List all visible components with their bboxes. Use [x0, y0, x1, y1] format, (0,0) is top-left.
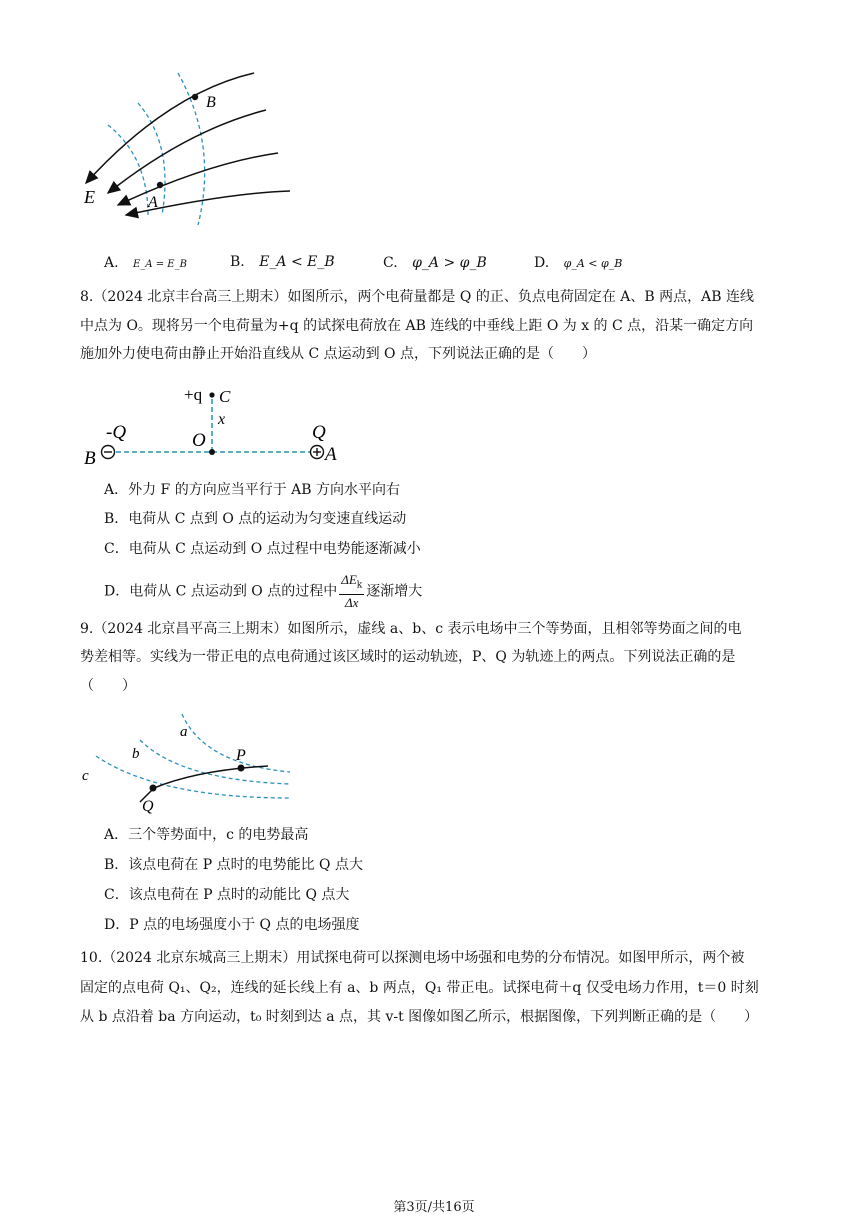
q10-line-3: 从 b 点沿着 ba 方向运动，t₀ 时刻到达 a 点，其 v-t 图像如图乙所示，根据图像，下列判断正确的是（ ） — [80, 1009, 759, 1025]
point-Q — [150, 785, 157, 792]
q8-line-1: 8.（2024 北京丰台高三上期末）如图所示，两个电荷量都是 Q 的正、负点电荷固定在 A、B 两点，AB 连线 — [80, 289, 754, 305]
equipotential-line — [108, 125, 148, 215]
label-A: A — [148, 194, 158, 211]
field-line — [118, 153, 278, 205]
label-E: E — [84, 187, 95, 207]
field-line — [86, 73, 254, 183]
q7-option-c-expr: φ_A > φ_B — [412, 255, 487, 271]
q9-option-a[interactable]: A．三个等势面中，c 的电势最高 — [104, 827, 309, 843]
q9-option-d[interactable]: D．P 点的电场强度小于 Q 点的电场强度 — [104, 917, 360, 933]
label-b: b — [132, 746, 140, 762]
label-c: c — [82, 768, 89, 784]
label-minus-Q: -Q — [106, 422, 127, 443]
point-O — [209, 449, 215, 455]
q7-option-d-expr: φ_A < φ_B — [563, 257, 623, 270]
delta-ek-over-delta-x: $\frac{\Delta E_k}{\Delta x}$ — [341, 572, 363, 610]
trajectory — [140, 766, 268, 802]
q7-option-c[interactable]: C. φ_A > φ_B — [383, 255, 487, 271]
point-P — [238, 765, 245, 772]
q10-line-2: 固定的点电荷 Q₁、Q₂，连线的延长线上有 a、b 两点，Q₁ 带正电。试探电荷＋q 仅受电场力作用，t＝0 时刻 — [80, 980, 759, 996]
point-B — [192, 94, 198, 100]
q9-line-1: 9.（2024 北京昌平高三上期末）如图所示，虚线 a、b、c 表示电场中三个等势面，且相邻等势面之间的电 — [80, 621, 742, 637]
field-line-figure — [78, 65, 308, 225]
q9-line-3: （ ） — [80, 678, 136, 694]
q8-option-c[interactable]: C．电荷从 C 点运动到 O 点过程中电势能逐渐减小 — [104, 541, 421, 557]
equipotential-c — [96, 756, 290, 798]
q7-option-a[interactable]: A. E_A = E_B — [104, 255, 187, 271]
dipole-figure — [80, 380, 350, 470]
q9-line-2: 势差相等。实线为一带正电的点电荷通过该区域时的运动轨迹，P、Q 为轨迹上的两点。下列说法正确的是 — [80, 649, 736, 665]
q9-option-b[interactable]: B．该点电荷在 P 点时的电势能比 Q 点大 — [104, 857, 363, 873]
q8-option-a[interactable]: A．外力 F 的方向应当平行于 AB 方向水平向右 — [104, 482, 401, 498]
page-number: 第3页/共16页 — [393, 1200, 475, 1215]
q8-line-3: 施加外力使电荷由静止开始沿直线从 C 点运动到 O 点，下列说法正确的是（ ） — [80, 346, 596, 362]
q7-option-b-expr: E_A < E_B — [259, 254, 335, 270]
q8-option-d[interactable]: D．电荷从 C 点运动到 O 点的过程中 $\frac{\Delta E_k}{\Delta x}$ 逐渐增大 — [104, 572, 423, 610]
label-O: O — [192, 430, 206, 451]
q9-option-c[interactable]: C．该点电荷在 P 点时的动能比 Q 点大 — [104, 887, 350, 903]
q10-line-1: 10.（2024 北京东城高三上期末）用试探电荷可以探测电场中场强和电势的分布情况。如图甲所示，两个被 — [80, 950, 745, 966]
label-B: B — [84, 448, 96, 469]
equipotential-b — [140, 740, 290, 784]
label-Q: Q — [142, 798, 154, 815]
q7-option-b[interactable]: B. E_A < E_B — [230, 254, 335, 270]
q7-option-d[interactable]: D. φ_A < φ_B — [534, 255, 623, 271]
label-x: x — [218, 411, 226, 428]
label-a: a — [180, 724, 188, 740]
q7-option-a-expr: E_A = E_B — [133, 259, 187, 270]
label-C: C — [219, 387, 231, 406]
point-A — [157, 182, 163, 188]
q8-option-b[interactable]: B．电荷从 C 点到 O 点的运动为匀变速直线运动 — [104, 511, 407, 527]
label-plus-q: +q — [184, 385, 203, 404]
q8-line-2: 中点为 O。现将另一个电荷量为+q 的试探电荷放在 AB 连线的中垂线上距 O 为 x 的 C 点，沿某一确定方向 — [80, 318, 754, 334]
label-Q: Q — [312, 422, 326, 443]
label-A: A — [325, 444, 337, 465]
label-P: P — [236, 747, 246, 764]
equipotential-figure — [78, 708, 298, 818]
point-C — [209, 392, 214, 397]
label-B: B — [206, 94, 216, 111]
